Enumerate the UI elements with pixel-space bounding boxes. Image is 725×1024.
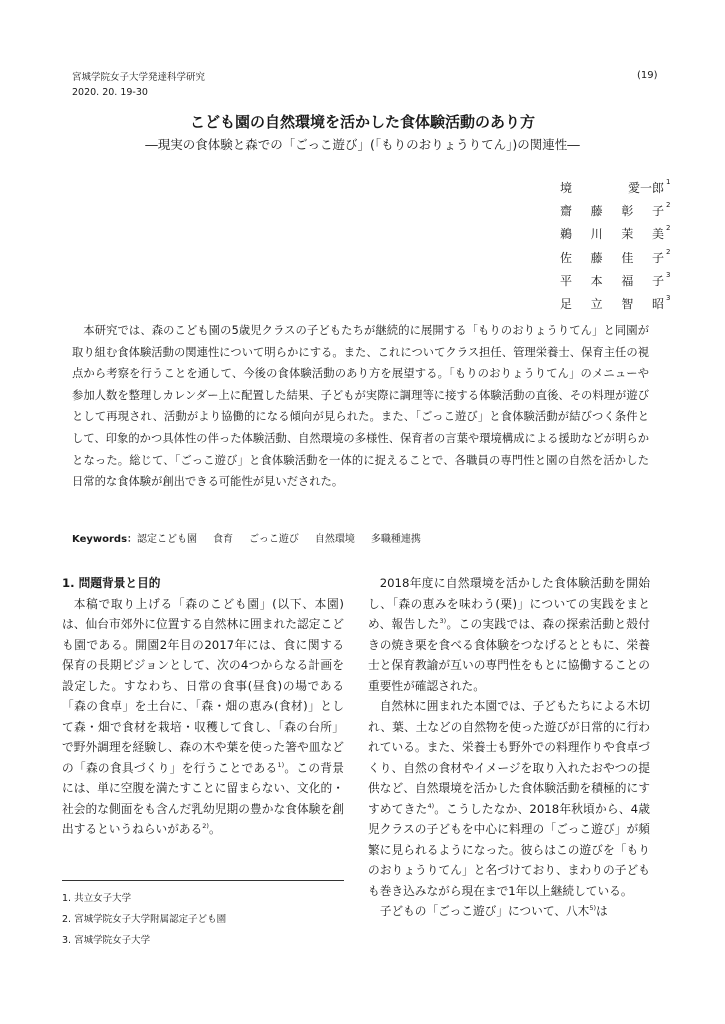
- footnote: 1. 共立女子大学: [62, 893, 132, 904]
- author-list: [560, 177, 690, 316]
- citation-ref: 4): [427, 801, 435, 810]
- volume-info: 2020. 20. 19-30: [72, 87, 148, 98]
- body-paragraph: 子どもの「ごっこ遊び」について、八木$^{5)}$は: [379, 904, 608, 918]
- keyword: 認定こども園: [137, 534, 198, 545]
- affiliation-mark: 1: [666, 178, 671, 186]
- body-paragraph: 本稿で取り上げる「森のこども園」(以下、本園)は、仙台市郊外に位置する自然林に囲まれた認定こども園である。開園2年目の2017年には、食に関する保育の長期ビジョンとして、次の4つからなる計画を設定した。すなわち、日常の食事(昼食)の場である「森の食卓」を土台に、「森・畑の恵み(食材)」として森・畑で食材を栽培・収穫して食し、「森の台所」で野外調理を経験し、森の木や葉を使った箸や皿などの「森の食具づくり」を行うことである$^{1)}$。この背景には、単に空腹を満たすことに留まらない、文化的・社会的な側面をも含んだ乳幼児期の豊かな食体験を創出するというねらいがある$^{2)}$。: [62, 596, 344, 836]
- paper-title: こども園の自然環境を活かした食体験活動のあり方: [189, 113, 535, 131]
- author-char: 佐: [560, 250, 573, 265]
- author-name-text: [560, 247, 664, 270]
- affiliation-mark: 2: [666, 247, 671, 256]
- author-char: 福: [621, 273, 634, 288]
- footnote: 3. 宮城学院女子大学: [62, 935, 151, 946]
- author-char: 立: [590, 296, 603, 311]
- author-char: 本: [590, 273, 603, 288]
- author-char: 藤: [590, 250, 603, 265]
- author-name: [560, 223, 690, 246]
- footnote: 2. 宮城学院女子大学附属認定子ども園: [62, 914, 227, 925]
- body-left-column: [62, 573, 344, 840]
- footnote-divider: [62, 880, 344, 881]
- author-char: 茉: [621, 227, 634, 242]
- author-char: 川: [590, 227, 603, 242]
- author-char: 子: [651, 273, 664, 288]
- keyword-items: [137, 534, 437, 545]
- author-name: [560, 293, 690, 316]
- journal-name: 宮城学院女子大学発達科学研究: [72, 72, 206, 83]
- keyword: ごっこ遊び: [249, 534, 299, 545]
- author-name-text: [560, 270, 664, 293]
- body-paragraph: 自然林に囲まれた本園では、子どもたちによる木切れ、葉、土などの自然物を使った遊びが日常的に行われている。また、栄養士も野外での料理作りや食卓づくり、自然の食材やイメージを取り入れたおやつの提供など、自然環境を活かした食体験活動を積極的にすすめてきた$^{4)}$。こうしたなか、2018年秋頃から、4歳児クラスの子どもを中心に料理の「ごっこ遊び」が頻繁に見られるようになった。彼らはこの遊びを「もりのおりょうりてん」と名づけており、まわりの子どもも巻き込みながら現在まで1年以上継続している。: [368, 699, 650, 898]
- author-name: [560, 200, 690, 223]
- author-char: 智: [621, 296, 634, 311]
- journal-header: [72, 70, 205, 100]
- author-char: 佳: [621, 250, 634, 265]
- keywords: [72, 530, 437, 545]
- keyword: 多職種連携: [370, 534, 421, 545]
- author-char: 鵜: [560, 227, 573, 242]
- author-name-text: [560, 223, 664, 246]
- affiliation-mark: 3: [666, 293, 671, 302]
- author-char: 愛一郎: [627, 181, 664, 195]
- affiliation-mark: 3: [666, 270, 671, 279]
- keyword: 食育: [213, 534, 234, 545]
- body-paragraph: 2018年度に自然環境を活かした食体験活動を開始し、「森の恵みを味わう(栗)」についての実践をまとめ、報告した$^{3)}$。この実践では、森の探索活動と殻付きの焼き栗を食べる食体験をつなげるとともに、栄養士と保育教諭が互いの専門性をもとに協働することの重要性が確認された。: [368, 576, 650, 693]
- author-char: 昭: [651, 296, 664, 311]
- author-name: [560, 247, 690, 270]
- author-name-text: [560, 177, 664, 200]
- author-char: 彰: [621, 204, 634, 219]
- author-char: 境: [560, 181, 573, 195]
- author-name-text: [560, 293, 664, 316]
- keywords-label: Keywords：: [72, 534, 138, 545]
- author-char: 足: [560, 296, 573, 311]
- author-name: [560, 270, 690, 293]
- affiliation-mark: 2: [666, 224, 671, 233]
- citation-ref: 3): [439, 617, 447, 626]
- author-char: 美: [651, 227, 664, 242]
- body-right-column: [368, 573, 650, 922]
- citation-ref: 2): [202, 822, 209, 831]
- author-char: 平: [560, 273, 573, 288]
- author-name: [560, 177, 690, 200]
- author-char: 子: [651, 250, 664, 265]
- page-number: (19): [637, 70, 658, 81]
- paper-subtitle: ―現実の食体験と森での「ごっこ遊び」(「もりのおりょうりてん」)の関連性―: [145, 137, 580, 152]
- author-char: 子: [651, 204, 664, 219]
- author-char: 齋: [560, 204, 573, 219]
- footnotes: [62, 888, 226, 951]
- author-char: 藤: [590, 204, 603, 219]
- citation-ref: 1): [277, 760, 285, 769]
- abstract: 本研究では、森のこども園の5歳児クラスの子どもたちが継続的に展開する「もりのおりょうりてん」と同園が取り組む食体験活動の関連性について明らかにする。また、これについてクラス担任、管理栄養士、保育主任の視点から考察を行うことを通して、今後の食体験活動のあり方を展望する。「もりのおりょうりてん」のメニューや参加人数を整理しカレンダー上に配置した結果、子どもが実際に調理等に接する体験活動の直後、その料理が遊びとして再現され、活動がより協働的になる傾向が見られた。また、「ごっこ遊び」と食体験活動が結びつく条件として、印象的かつ具体性の伴った体験活動、自然環境の多様性、保育者の言葉や環境構成による援助などが明らかとなった。総じて、「ごっこ遊び」と食体験活動を一体的に捉えることで、各職員の専門性と園の自然を活かした日常的な食体験が創出できる可能性が見いだされた。: [72, 324, 649, 489]
- affiliation-mark: 2: [666, 201, 671, 210]
- keyword: 自然環境: [314, 534, 355, 545]
- author-name-text: [560, 200, 664, 223]
- section-heading: 1. 問題背景と目的: [62, 576, 161, 590]
- citation-ref: 5): [589, 904, 597, 913]
